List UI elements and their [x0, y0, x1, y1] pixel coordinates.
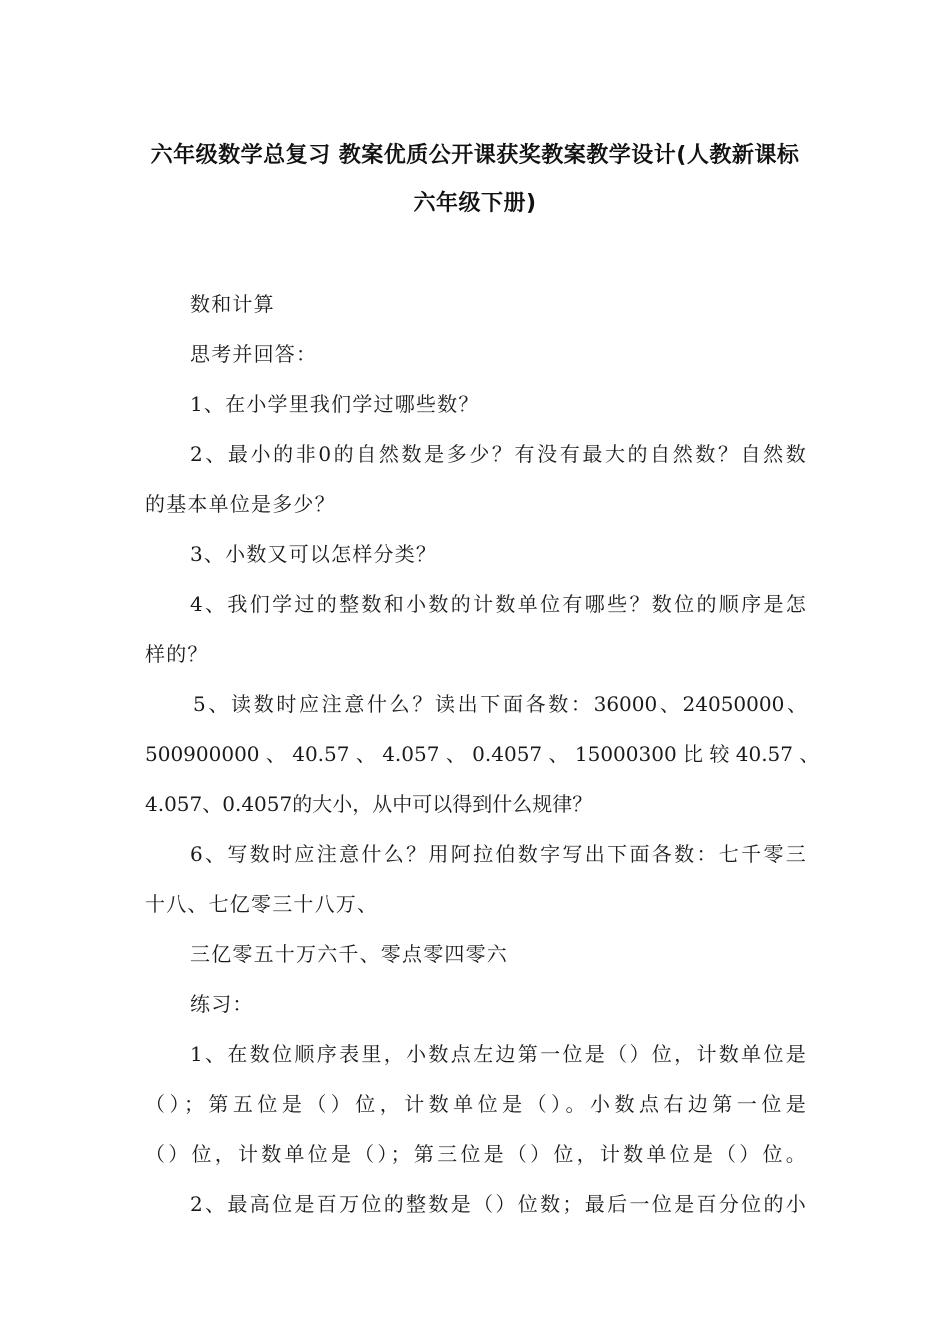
question-5-line-3: 4.057、0.4057的大小，从中可以得到什么规律？	[145, 792, 593, 816]
document-title-line-1: 六年级数学总复习 教案优质公开课获奖教案教学设计(人教新课标	[150, 143, 800, 168]
question-3: 3、小数又可以怎样分类？	[190, 542, 438, 566]
exercise-2-line-1: 2、最高位是百万位的整数是（）位数；最后一位是百分位的小	[190, 1192, 807, 1216]
question-5-line-1: 5、读数时应注意什么？读出下面各数：36000、24050000、	[193, 692, 807, 716]
question-6-line-2: 十八、七亿零三十八万、	[145, 892, 379, 916]
paragraph-line: 思考并回答：	[190, 342, 318, 366]
question-1: 1、在小学里我们学过哪些数？	[190, 392, 480, 416]
question-4-line-1: 4、我们学过的整数和小数的计数单位有哪些？数位的顺序是怎	[190, 592, 807, 616]
question-5-line-2: 500900000 、 40.57 、 4.057 、 0.4057 、 15000300 比 较 40.57 、	[145, 742, 820, 766]
exercise-1-line-1: 1、在数位顺序表里，小数点左边第一位是（）位，计数单位是	[190, 1042, 807, 1066]
document-title-line-2: 六年级下册)	[413, 191, 537, 216]
exercise-1-line-3: （）位，计数单位是（）；第三位是（）位，计数单位是（）位。	[145, 1142, 807, 1166]
question-4-line-2: 样的？	[145, 642, 209, 666]
section-heading-practice: 练习：	[190, 992, 254, 1016]
question-2-line-2: 的基本单位是多少？	[145, 492, 336, 516]
exercise-1-line-2: （）；第五位是（）位，计数单位是（）。小数点右边第一位是	[145, 1092, 807, 1116]
section-heading: 数和计算	[190, 292, 275, 316]
question-6-line-1: 6、写数时应注意什么？用阿拉伯数字写出下面各数：七千零三	[190, 842, 807, 866]
question-6-line-3: 三亿零五十万六千、零点零四零六	[190, 942, 508, 966]
question-2-line-1: 2、最小的非0的自然数是多少？有没有最大的自然数？自然数	[190, 442, 807, 466]
